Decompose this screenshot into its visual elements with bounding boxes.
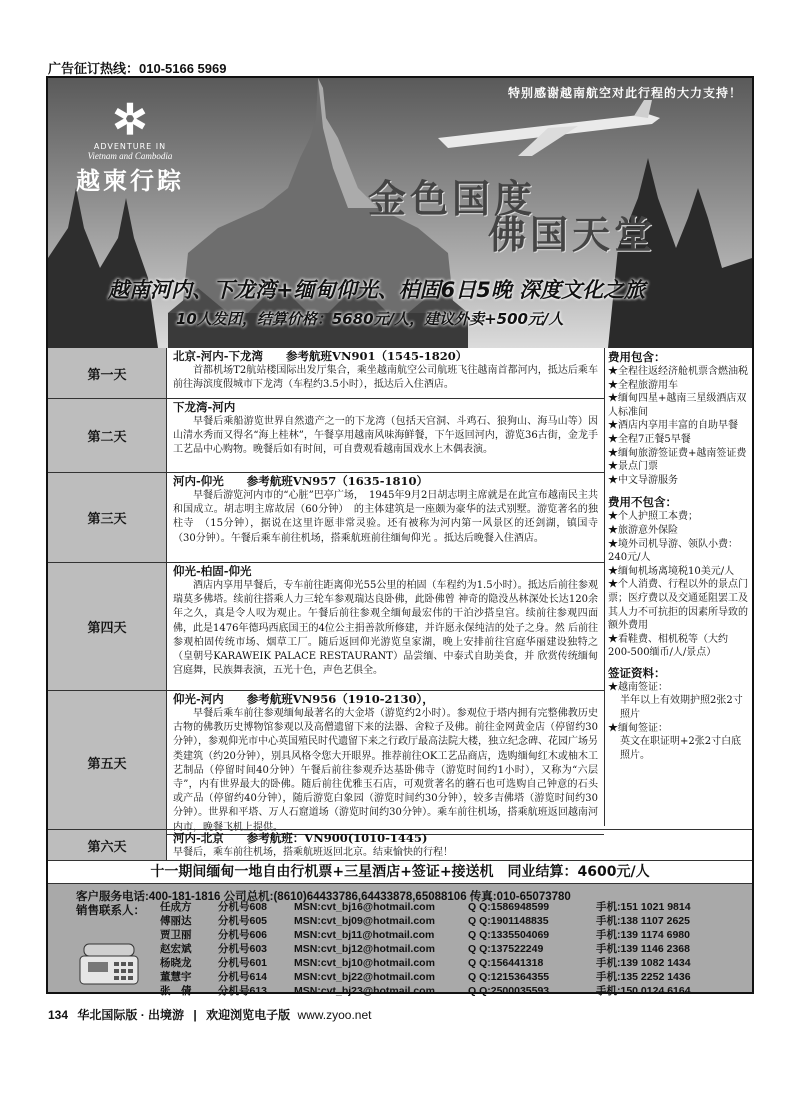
day-body (167, 473, 604, 562)
brand-logo (70, 95, 190, 196)
footer-divider: | (193, 1008, 197, 1022)
itinerary-day (48, 473, 604, 563)
contact-msn: MSN:cvt_bj16@hotmail.com (294, 901, 435, 913)
fee-exclude-item: ★旅游意外保险 (608, 524, 678, 536)
package-summary: 十一期间缅甸一地自由行机票+三星酒店+签证+接送机 同业结算：4600元/人 (48, 860, 752, 884)
contact-extension: 分机号603 (218, 943, 268, 955)
contact-qq: Q Q:1215364355 (468, 971, 550, 983)
contact-name: 董慧宇 (160, 971, 192, 983)
itinerary-table (48, 348, 604, 835)
fee-exclude-item: ★看鞋费、相机税等（大约200-500缅币/人/景点） (608, 633, 728, 659)
footer-url[interactable]: www.zyoo.net (297, 1008, 372, 1022)
page-number: 134 (48, 1008, 69, 1022)
contact-name: 赵宏斌 (160, 943, 192, 955)
fee-include-item: ★缅甸四星+越南三星级酒店双人标准间 (608, 393, 747, 418)
fee-exclude-item: ★缅甸机场离境税10美元/人 (608, 565, 735, 577)
footer-slogan: 欢迎浏览电子版 (206, 1008, 291, 1022)
brand-logo-subtitle: Vietnam and Cambodia (87, 151, 173, 161)
day-label: 第二天 (48, 399, 167, 472)
contact-qq: Q Q:2500035593 (468, 985, 550, 997)
contact-msn: MSN:cvt_bj11@hotmail.com (294, 929, 435, 941)
slogan-line-1: 金色国度 (368, 176, 537, 221)
contact-qq: Q Q:1901148835 (468, 915, 549, 927)
visa-item: ★越南签证： (608, 681, 668, 693)
ad-frame (46, 76, 754, 997)
contact-qq: Q Q:137522249 (468, 943, 544, 955)
visa-item: ★缅甸签证： (608, 722, 668, 734)
day-body (167, 830, 752, 860)
day-heading: 河内-北京 参考航班：VN900(1010-1445) (173, 831, 428, 845)
price-line: 10人发团，结算价格：5680元/人，建议外卖+500元/人 (176, 310, 564, 328)
contact-extension: 分机号601 (218, 957, 268, 969)
hero-banner (48, 78, 752, 348)
day-label: 第三天 (48, 473, 167, 562)
edition-label: 华北国际版 · 出境游 (77, 1008, 185, 1022)
contact-msn: MSN:cvt_bj22@hotmail.com (294, 971, 435, 983)
itinerary-day (48, 829, 752, 860)
fee-include-item: ★景点门票 (608, 461, 658, 473)
contact-qq: Q Q:1335504069 (468, 929, 550, 941)
fee-include-item: ★中文导游服务 (608, 474, 678, 486)
itinerary-day (48, 691, 604, 835)
contact-msn: MSN:cvt_bj23@hotmail.com (294, 985, 435, 997)
day-description: 首都机场T2航站楼国际出发厅集合，乘坐越南航空公司航班飞往越南首都河内，抵达后乘车前往海滨度假城市下龙湾（车程约3.5小时），抵达后入住酒店。 (173, 365, 598, 391)
brand-logo-name: 越柬行踪 (76, 166, 184, 195)
fee-include-item: ★全程往返经济舱机票含燃油税 (608, 366, 748, 377)
contact-extension: 分机号605 (218, 915, 268, 927)
contact-mobile: 手机:150 0124 6164 (596, 985, 691, 997)
visa-item: 英文在职证明+2张2寸白底照片。 (620, 736, 742, 761)
fee-include-item: ★缅甸旅游签证费+越南签证费 (608, 447, 747, 459)
page-footer (48, 1006, 372, 1023)
day-label: 第一天 (48, 348, 167, 398)
day-body (167, 563, 604, 690)
telephone-icon (78, 940, 140, 986)
day-body (167, 348, 604, 398)
contact-msn: MSN:cvt_bj10@hotmail.com (294, 957, 435, 969)
visa-item: 半年以上有效期护照2张2寸照片 (620, 695, 743, 721)
day-body (167, 399, 604, 472)
fee-include-title: 费用包含： (608, 350, 666, 364)
fee-exclude-item: ★个人消费、行程以外的景点门票；医疗费以及交通延阻罢工及其人力不可抗拒的因素所导致的额外费用 (608, 579, 748, 632)
day-label: 第五天 (48, 691, 167, 834)
contact-extension: 分机号613 (218, 985, 268, 997)
fee-include-item: ★全程旅游用车 (608, 379, 678, 391)
brand-logo-mark: ✲ (112, 95, 148, 144)
day-body (167, 691, 604, 834)
contact-name: 张 倩 (160, 985, 192, 997)
contact-mobile: 手机:139 1146 2368 (596, 943, 690, 955)
contact-name: 任成方 (160, 901, 192, 913)
brand-logo-tagline: ADVENTURE IN (93, 142, 167, 151)
airline-thanks-text: 特别感谢越南航空对此行程的大力支持！ (507, 86, 742, 100)
fee-exclude-item: ★个人护照工本费； (608, 511, 698, 523)
day-heading: 河内-仰光 参考航班VN957（1635-1810） (173, 474, 428, 488)
day-description: 早餐后，乘车前往机场，搭乘航班返回北京。结束愉快的行程！ (173, 847, 453, 858)
route-title: 越南河内、下龙湾+缅甸仰光、柏固6日5晚 深度文化之旅 (108, 278, 646, 302)
contact-msn: MSN:cvt_bj09@hotmail.com (294, 915, 435, 927)
itinerary-day (48, 563, 604, 691)
itinerary-day (48, 399, 604, 473)
contact-name: 杨晓龙 (160, 957, 192, 969)
contact-extension: 分机号606 (218, 929, 268, 941)
contact-mobile: 手机:139 1082 1434 (596, 957, 691, 969)
visa-title: 签证资料： (608, 665, 666, 680)
day-description: 早餐后游览河内市的“心脏”巴亭广场， 1945年9月2日胡志明主席就是在此宣布越南民主共和国成立。胡志明主席故居（60分钟） 的主体建筑是一座颇为豪华的法式别墅。游览著名的独柱寺 （15分钟），据说在这里许愿非常灵验。还有被称为河内第一风景区的还剑湖，镇国寺（30分钟）。午餐后乘车前往机场，搭乘航班前往缅甸仰光 。抵达后晚餐入住酒店。 (173, 490, 598, 544)
contact-mobile: 手机:139 1174 6980 (596, 929, 690, 941)
contact-name: 贾卫丽 (160, 929, 192, 941)
day-heading: 下龙湾-河内 (173, 400, 236, 414)
service-phone-line: 客户服务电话:400-181-1816 公司总机:(8610)64433786,64433878,65088106 传真:010-65073780 (76, 891, 571, 903)
fee-info-panel (604, 348, 752, 826)
fee-exclude-title: 费用不包含： (608, 495, 677, 510)
fee-include-item: ★酒店内享用丰富的自助早餐 (608, 420, 738, 432)
ad-hotline: 广告征订热线：010-5166 5969 (48, 61, 227, 76)
contact-qq: Q Q:1586948599 (468, 901, 550, 913)
slogan-line-2: 佛国天堂 (488, 212, 657, 257)
itinerary-day (48, 348, 604, 399)
fee-exclude-item: ★境外司机导游、领队小费：240元/人 (608, 538, 738, 564)
day-description: 早餐后乘车前往参观缅甸最著名的大金塔（游览约2小时）。参观位于塔内拥有完整佛教历史古物的佛教历史博物馆参观以及高僧遗留下来的法器、舍粒子及佛。前往金网黄金店（停留约30分钟），参观仰光市中心英国殖民时代遗留下来之行政厅最高法院大楼，独立纪念碑、花园广场另类建筑（约20分钟），别具风格令您大开眼界。推荐前往OK工艺品商店，选购缅甸红木或柚木工艺制品（停留时间40分钟）午餐后前往参观乔达基卧佛寺（游览时间约1小时），又称为“六层寺”，内有世界最大的卧佛。随后前往优雅玉石店，可观赏著名的蘑石也可选购自己钟意的石头或产品（停留约40分钟），随后游览白象园（游览时间约30分钟），较多吉佛塔（游览时间约30分钟）。世界和平塔、万人石窟道场（游览时间约30分钟）。乘车前往机场，搭乘航班返回越南河内市，晚餐飞机上提供。 (173, 708, 598, 833)
day-heading: 北京-河内-下龙湾 参考航班VN901（1545-1820） (173, 349, 468, 363)
contact-extension: 分机号614 (218, 971, 268, 983)
day-heading: 仰光-河内 参考航班VN956（1910-2130）， (173, 692, 434, 706)
contact-mobile: 手机:151 1021 9814 (596, 901, 691, 913)
day-description: 早餐后乘船游览世界自然遗产之一的下龙湾（包括天宫洞、斗鸡石、狼狗山、海马山等）因山清水秀而又得名“海上桂林”，午餐享用越南风味海鲜餐，下午返回河内，游览36古街，金龙手工艺品中心购物。晚餐后如有时间，可自费观看越南国戏水上木偶表演。 (173, 416, 598, 456)
fee-include-item: ★全程7正餐5早餐 (608, 433, 691, 445)
day-label: 第四天 (48, 563, 167, 690)
contact-mobile: 手机:135 2252 1436 (596, 971, 691, 983)
contact-mobile: 手机:138 1107 2625 (596, 915, 690, 927)
day-heading: 仰光-柏固-仰光 (173, 564, 252, 578)
contact-msn: MSN:cvt_bj12@hotmail.com (294, 943, 435, 955)
sales-contact-label: 销售联系人： (76, 905, 145, 917)
contact-qq: Q Q:156441318 (468, 957, 544, 969)
day-description: 酒店内享用早餐后，专车前往距离仰光55公里的柏固（车程约为1.5小时）。抵达后前往参观瑞莫多佛塔。续前往搭乘人力三轮车参观瑞达良卧佛，此卧佛曾 神奇的隐没丛林深处长达120余年之久，真是令人叹为观止。午餐后前往参观全缅甸最宏伟的干泊沙搭皇宫。续前往参观四面佛，此是1476年德玛西底国王的4位公主捐善款所修建，并许愿永保纯洁的处子之身。然 后前往参观柏固传统市场、烟草工厂。随后返回仰光游览皇家湖，晚上安排前往宫庭华丽建设独特之（皇朝号KARAWEIK PALACE RESTAURANT）品尝缅、中泰式自助美食，并 欣赏传统缅甸宫庭舞，民族舞表演，五光十色，声色艺俱全。 (173, 580, 598, 677)
contact-extension: 分机号608 (218, 901, 268, 913)
contact-name: 傅丽达 (160, 915, 192, 927)
day-label: 第六天 (48, 830, 167, 860)
